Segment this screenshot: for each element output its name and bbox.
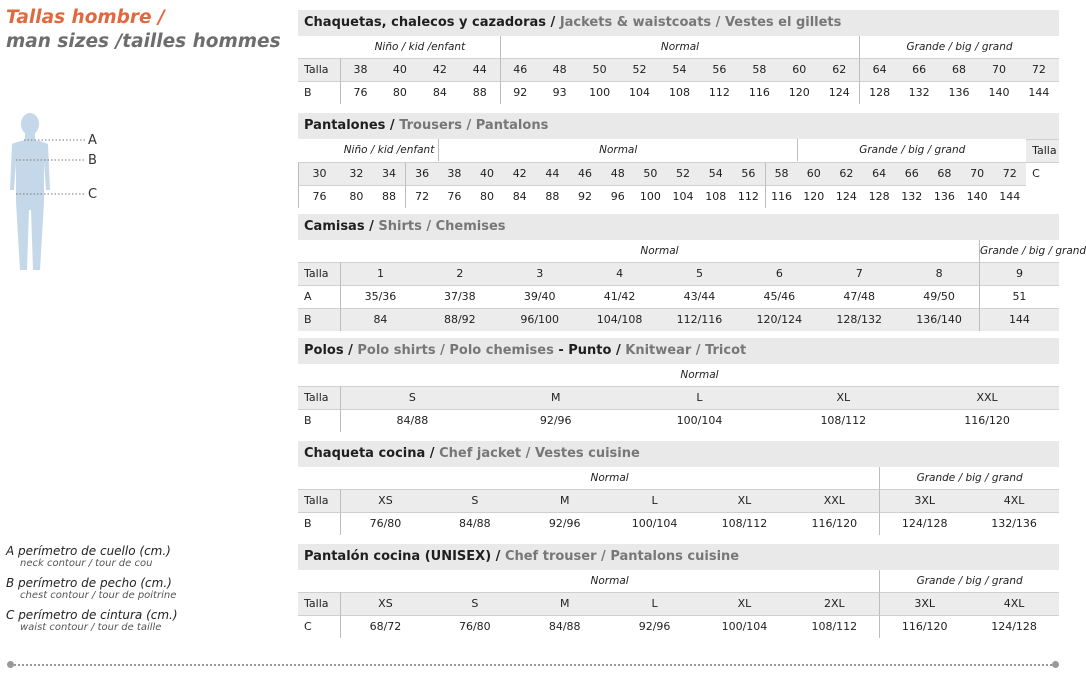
- table-cell: S: [340, 386, 484, 409]
- table-cell: 96/100: [500, 308, 580, 331]
- table-cell: 108: [699, 185, 732, 208]
- table-cell: 116: [765, 185, 798, 208]
- title-line-en-fr: man sizes /tailles hommes: [6, 31, 281, 52]
- table-cell: 80: [380, 81, 420, 104]
- section-title-spanish: Pantalones /: [304, 118, 395, 133]
- table-cell: 116/120: [789, 512, 879, 535]
- table-cell: 1: [340, 262, 420, 285]
- section-title-translation: Chef jacket / Vestes cuisine: [434, 446, 640, 461]
- table-cell: XXL: [915, 386, 1059, 409]
- table-cell: 92/96: [484, 409, 628, 432]
- table-cell: 46: [569, 162, 602, 185]
- table-cell: 62: [819, 58, 859, 81]
- table-cell: 49/50: [899, 285, 979, 308]
- table-corner: [298, 240, 340, 262]
- size-group-header: Normal: [590, 472, 629, 484]
- table-corner: [298, 364, 340, 386]
- table-cell: 6: [739, 262, 819, 285]
- table-cell: 4: [580, 262, 660, 285]
- table-cell: 80: [340, 185, 373, 208]
- table-cell: 38: [340, 58, 380, 81]
- table-cell: 100/104: [610, 512, 700, 535]
- section-title: [298, 10, 1059, 36]
- row-label: B: [298, 512, 340, 535]
- size-table: [298, 240, 1086, 331]
- table-cell: 84/88: [520, 615, 610, 638]
- size-table: [298, 36, 1059, 104]
- row-label: C: [1026, 162, 1059, 185]
- row-label: B: [298, 81, 340, 104]
- table-cell: L: [610, 489, 700, 512]
- table-cell: 124/128: [879, 512, 969, 535]
- table-cell: L: [628, 386, 772, 409]
- table-cell: 76: [340, 81, 380, 104]
- size-table: [298, 139, 1059, 208]
- table-cell: L: [610, 592, 700, 615]
- table-cell: 112/116: [660, 308, 740, 331]
- table-cell: 84: [503, 185, 536, 208]
- row-label: C: [298, 615, 340, 638]
- table-cell: 136/140: [899, 308, 979, 331]
- footer-dotted-line: [10, 664, 1056, 666]
- table-cell: 104: [620, 81, 660, 104]
- size-group-header: Normal: [680, 369, 719, 381]
- table-cell: 72: [993, 162, 1026, 185]
- table-cell: 140: [961, 185, 994, 208]
- table-cell: 8: [899, 262, 979, 285]
- row-label: Talla: [298, 58, 340, 81]
- footer-dot-right: [1052, 661, 1059, 668]
- table-cell: S: [430, 489, 520, 512]
- section-title-translation: Polo shirts / Polo chemises: [352, 343, 559, 358]
- table-cell: 136: [939, 81, 979, 104]
- row-label: Talla: [298, 592, 340, 615]
- section-title-translation: Knitwear / Tricot: [620, 343, 747, 358]
- table-cell: 96: [601, 185, 634, 208]
- table-cell: 41/42: [580, 285, 660, 308]
- table-cell: 68: [928, 162, 961, 185]
- size-group-header: Niño / kid /enfant: [374, 41, 466, 53]
- table-cell: 84: [340, 308, 420, 331]
- table-cell: 76: [438, 185, 471, 208]
- table-cell: M: [484, 386, 628, 409]
- table-cell: XS: [340, 592, 430, 615]
- footer-dot-left: [7, 661, 14, 668]
- section-title-spanish: Polos /: [304, 343, 353, 358]
- table-cell: 2: [420, 262, 500, 285]
- body-measure-figure: [6, 110, 116, 294]
- size-table: [298, 364, 1059, 432]
- marker-a: A: [88, 133, 97, 148]
- table-cell: 40: [471, 162, 504, 185]
- table-cell: 43/44: [660, 285, 740, 308]
- table-cell: 68: [939, 58, 979, 81]
- table-cell: 88: [373, 185, 406, 208]
- table-cell: 3: [500, 262, 580, 285]
- table-cell: 42: [420, 58, 460, 81]
- table-cell: 144: [993, 185, 1026, 208]
- size-group-header: Normal: [438, 139, 797, 161]
- table-cell: 104: [667, 185, 700, 208]
- table-cell: 36: [405, 162, 438, 185]
- title-line-es: Tallas hombre /: [6, 7, 165, 28]
- table-cell: 92/96: [520, 512, 610, 535]
- table-cell: 120: [779, 81, 819, 104]
- table-corner: [298, 570, 340, 592]
- table-cell: 88: [460, 81, 500, 104]
- table-cell: 58: [765, 162, 798, 185]
- table-cell: 92: [569, 185, 602, 208]
- row-label: A: [298, 285, 340, 308]
- table-cell: 84/88: [430, 512, 520, 535]
- table-cell: 92: [500, 81, 540, 104]
- table-cell: 38: [438, 162, 471, 185]
- table-cell: 64: [863, 162, 896, 185]
- table-cell: 72: [405, 185, 438, 208]
- table-cell: 124/128: [969, 615, 1059, 638]
- table-cell: 5: [660, 262, 740, 285]
- table-cell: 132: [899, 81, 939, 104]
- size-group-header: Grande / big / grand: [797, 139, 1026, 161]
- row-label: B: [298, 409, 340, 432]
- table-cell: 7: [819, 262, 899, 285]
- table-cell: S: [430, 592, 520, 615]
- table-cell: 108/112: [771, 409, 915, 432]
- legend-b-sub: chest contour / tour de poitrine: [20, 590, 177, 601]
- table-cell: 112: [699, 81, 739, 104]
- table-cell: 62: [830, 162, 863, 185]
- table-cell: 140: [979, 81, 1019, 104]
- table-cell: 50: [580, 58, 620, 81]
- size-group-header: Grande / big / grand: [879, 467, 1059, 489]
- table-cell: 52: [667, 162, 700, 185]
- size-group-header: Normal: [640, 245, 679, 257]
- size-table-section: [298, 113, 1059, 208]
- table-cell: 120/124: [739, 308, 819, 331]
- table-cell: 44: [460, 58, 500, 81]
- table-cell: 56: [732, 162, 765, 185]
- size-table: [298, 467, 1059, 535]
- table-cell: 35/36: [340, 285, 420, 308]
- table-cell: 128: [859, 81, 899, 104]
- table-cell: 45/46: [739, 285, 819, 308]
- table-cell: M: [520, 489, 610, 512]
- table-cell: XXL: [789, 489, 879, 512]
- page-title: [6, 6, 281, 54]
- table-cell: 132: [895, 185, 928, 208]
- table-cell: 54: [699, 162, 732, 185]
- section-title: [298, 113, 1059, 139]
- section-title-translation: Chef trouser / Pantalons cuisine: [500, 549, 740, 564]
- table-cell: 34: [373, 162, 406, 185]
- table-cell: 108/112: [789, 615, 879, 638]
- size-table-section: [298, 544, 1059, 638]
- table-cell: 76: [298, 185, 340, 208]
- table-cell: 60: [797, 162, 830, 185]
- section-title-translation: Shirts / Chemises: [373, 219, 506, 234]
- table-cell: 116/120: [915, 409, 1059, 432]
- measurement-legend: [6, 544, 178, 640]
- size-group-header: Grande / big / grand: [859, 36, 1059, 58]
- table-cell: 39/40: [500, 285, 580, 308]
- marker-b: B: [88, 153, 97, 168]
- table-cell: 100: [634, 185, 667, 208]
- table-cell: 66: [899, 58, 939, 81]
- table-cell: 70: [979, 58, 1019, 81]
- table-cell: 46: [500, 58, 540, 81]
- size-table-section: [298, 441, 1059, 535]
- table-cell: 124: [830, 185, 863, 208]
- table-cell: 144: [979, 308, 1059, 331]
- table-cell: 84: [420, 81, 460, 104]
- size-table-section: [298, 214, 1086, 331]
- table-cell: 50: [634, 162, 667, 185]
- table-cell: 64: [859, 58, 899, 81]
- table-cell: 42: [503, 162, 536, 185]
- table-corner: [298, 467, 340, 489]
- table-cell: 32: [340, 162, 373, 185]
- row-label: Talla: [298, 386, 340, 409]
- table-cell: 68/72: [340, 615, 430, 638]
- table-cell: 108: [660, 81, 700, 104]
- table-cell: 120: [797, 185, 830, 208]
- table-cell: 88/92: [420, 308, 500, 331]
- table-cell: 116: [739, 81, 779, 104]
- legend-c: C perímetro de cintura (cm.): [6, 608, 178, 622]
- table-cell: 66: [895, 162, 928, 185]
- table-cell: 47/48: [819, 285, 899, 308]
- legend-c-sub: waist contour / tour de taille: [20, 622, 162, 633]
- size-group-header: Grande / big / grand: [879, 570, 1059, 592]
- table-cell: 60: [779, 58, 819, 81]
- table-cell: XS: [340, 489, 430, 512]
- table-cell: 48: [540, 58, 580, 81]
- man-silhouette-icon: [6, 110, 116, 290]
- table-cell: 128/132: [819, 308, 899, 331]
- row-label: Talla: [298, 489, 340, 512]
- section-title-spanish: Pantalón cocina (UNISEX) /: [304, 549, 501, 564]
- table-cell: 80: [471, 185, 504, 208]
- table-cell: 3XL: [879, 489, 969, 512]
- table-cell: 4XL: [969, 592, 1059, 615]
- table-cell: 88: [536, 185, 569, 208]
- table-cell: 128: [863, 185, 896, 208]
- table-cell: 2XL: [789, 592, 879, 615]
- table-cell: 108/112: [700, 512, 790, 535]
- size-table-section: [298, 338, 1059, 432]
- size-table-section: [298, 10, 1059, 104]
- table-cell: 144: [1019, 81, 1059, 104]
- table-corner: [298, 139, 340, 161]
- table-cell: 56: [699, 58, 739, 81]
- size-group-header: Normal: [500, 36, 859, 58]
- legend-b: B perímetro de pecho (cm.): [6, 576, 172, 590]
- table-cell: 92/96: [610, 615, 700, 638]
- table-cell: 3XL: [879, 592, 969, 615]
- section-title-translation: Trousers / Pantalons: [394, 118, 549, 133]
- table-cell: 9: [979, 262, 1059, 285]
- table-cell: M: [520, 592, 610, 615]
- marker-c: C: [88, 187, 98, 202]
- table-cell: 76/80: [340, 512, 430, 535]
- row-label: B: [298, 308, 340, 331]
- table-cell: 44: [536, 162, 569, 185]
- section-title-spanish: Chaquetas, chalecos y cazadoras /: [304, 15, 556, 30]
- table-cell: 100/104: [628, 409, 772, 432]
- table-cell: 132/136: [969, 512, 1059, 535]
- table-cell: 37/38: [420, 285, 500, 308]
- table-cell: 54: [660, 58, 700, 81]
- section-title-translation: Jackets & waistcoats / Vestes el gillets: [555, 15, 842, 30]
- table-cell: 48: [601, 162, 634, 185]
- size-group-header: Grande / big / grand: [979, 240, 1059, 262]
- size-group-header: Niño / kid /enfant: [343, 144, 435, 156]
- table-cell: XL: [700, 592, 790, 615]
- row-label: Talla: [298, 262, 340, 285]
- table-cell: 51: [979, 285, 1059, 308]
- size-table: [298, 570, 1059, 638]
- table-cell: 72: [1019, 58, 1059, 81]
- table-cell: 124: [819, 81, 859, 104]
- table-cell: 40: [380, 58, 420, 81]
- table-cell: 76/80: [430, 615, 520, 638]
- table-cell: 136: [928, 185, 961, 208]
- table-cell: 112: [732, 185, 765, 208]
- section-title-spanish: Chaqueta cocina /: [304, 446, 435, 461]
- table-cell: 100: [580, 81, 620, 104]
- table-cell: 116/120: [879, 615, 969, 638]
- table-cell: 30: [298, 162, 340, 185]
- section-title: [298, 544, 1059, 570]
- table-cell: XL: [700, 489, 790, 512]
- table-corner: [298, 36, 340, 58]
- table-cell: 4XL: [969, 489, 1059, 512]
- table-cell: 84/88: [340, 409, 484, 432]
- section-title: [298, 214, 1059, 240]
- section-title-spanish: Camisas /: [304, 219, 374, 234]
- table-cell: 70: [961, 162, 994, 185]
- row-label: Talla: [1026, 139, 1059, 162]
- table-cell: 58: [739, 58, 779, 81]
- table-cell: 100/104: [700, 615, 790, 638]
- legend-a: A perímetro de cuello (cm.): [6, 544, 171, 558]
- table-cell: 52: [620, 58, 660, 81]
- section-title-spanish: - Punto /: [558, 343, 621, 358]
- section-title: [298, 441, 1059, 467]
- size-group-header: Normal: [590, 575, 629, 587]
- legend-a-sub: neck contour / tour de cou: [20, 558, 153, 569]
- table-cell: XL: [771, 386, 915, 409]
- table-cell: 104/108: [580, 308, 660, 331]
- section-title: [298, 338, 1059, 364]
- table-cell: 93: [540, 81, 580, 104]
